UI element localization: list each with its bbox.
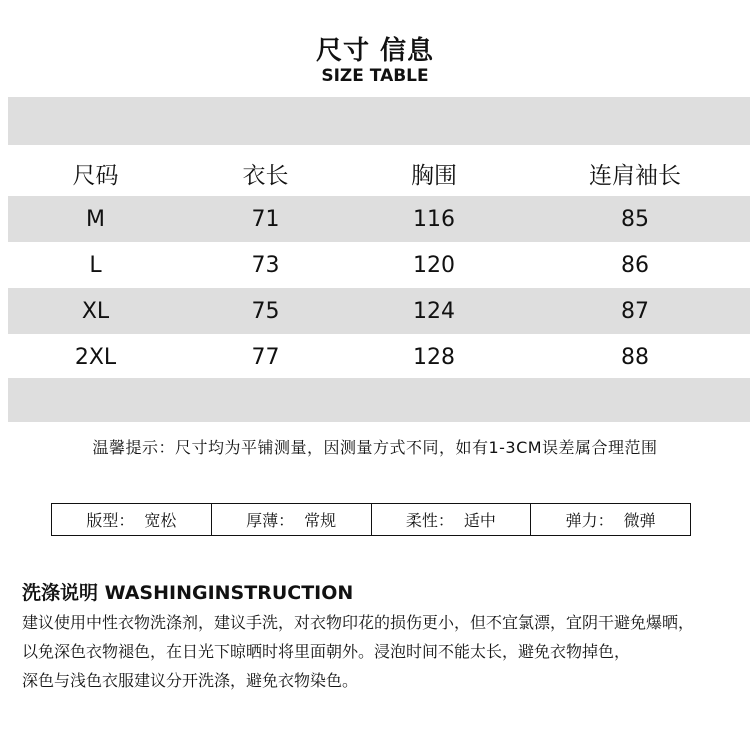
washing-line: 深色与浅色衣服建议分开洗涤，避免衣物染色。: [22, 671, 359, 690]
size-table: [8, 150, 750, 380]
property-thickness: [212, 504, 372, 535]
length-cell: 77: [251, 344, 280, 370]
length-cell: 75: [251, 298, 280, 324]
property-softness: [372, 504, 532, 535]
property-fit: [52, 504, 212, 535]
page-title: 尺寸 信息: [315, 36, 435, 66]
property-label: 厚薄：: [246, 511, 295, 530]
property-label: 版型：: [86, 511, 135, 530]
header-length: 衣长: [242, 162, 289, 189]
chest-cell: 120: [413, 252, 455, 278]
size-cell: M: [86, 206, 105, 232]
header-sleeve: 连肩袖长: [589, 162, 681, 189]
washing-line: 建议使用中性衣物洗涤剂，建议手洗，对衣物印花的损伤更小，但不宜氯漂，宜阴干避免爆晒，: [22, 613, 695, 632]
length-cell: 73: [251, 252, 280, 278]
chest-cell: 128: [413, 344, 455, 370]
property-value: 适中: [463, 511, 496, 530]
property-value: 微弹: [623, 511, 656, 530]
chest-cell: 116: [413, 206, 455, 232]
bottom-band: [8, 378, 750, 422]
chest-cell: 124: [413, 298, 455, 324]
sleeve-cell: 88: [621, 344, 649, 370]
property-label: 柔性：: [405, 511, 454, 530]
property-value: 宽松: [144, 511, 177, 530]
table-header-row: [8, 150, 750, 196]
table-row: [8, 242, 750, 288]
property-value: 常规: [304, 511, 337, 530]
page-subtitle: SIZE TABLE: [321, 66, 429, 86]
property-elasticity: [531, 504, 690, 535]
sleeve-cell: 87: [621, 298, 649, 324]
measurement-tip: 温馨提示：尺寸均为平铺测量，因测量方式不同，如有1-3CM误差属合理范围: [92, 438, 658, 457]
property-label: 弹力：: [565, 511, 614, 530]
header-chest: 胸围: [411, 162, 457, 189]
washing-instructions: [22, 608, 742, 695]
length-cell: 71: [251, 206, 280, 232]
sleeve-cell: 86: [621, 252, 649, 278]
washing-title: 洗涤说明 WASHINGINSTRUCTION: [22, 582, 354, 604]
table-row: [8, 334, 750, 380]
size-cell: 2XL: [74, 344, 117, 370]
size-cell: L: [89, 252, 102, 278]
header-size: 尺码: [72, 162, 119, 189]
table-row: [8, 288, 750, 334]
washing-line: 以免深色衣物褪色，在日光下晾晒时将里面朝外。浸泡时间不能太长，避免衣物掉色，: [22, 642, 631, 661]
sleeve-cell: 85: [621, 206, 649, 232]
top-band: [8, 97, 750, 145]
size-cell: XL: [81, 298, 110, 324]
fabric-properties: [51, 503, 691, 536]
table-row: [8, 196, 750, 242]
